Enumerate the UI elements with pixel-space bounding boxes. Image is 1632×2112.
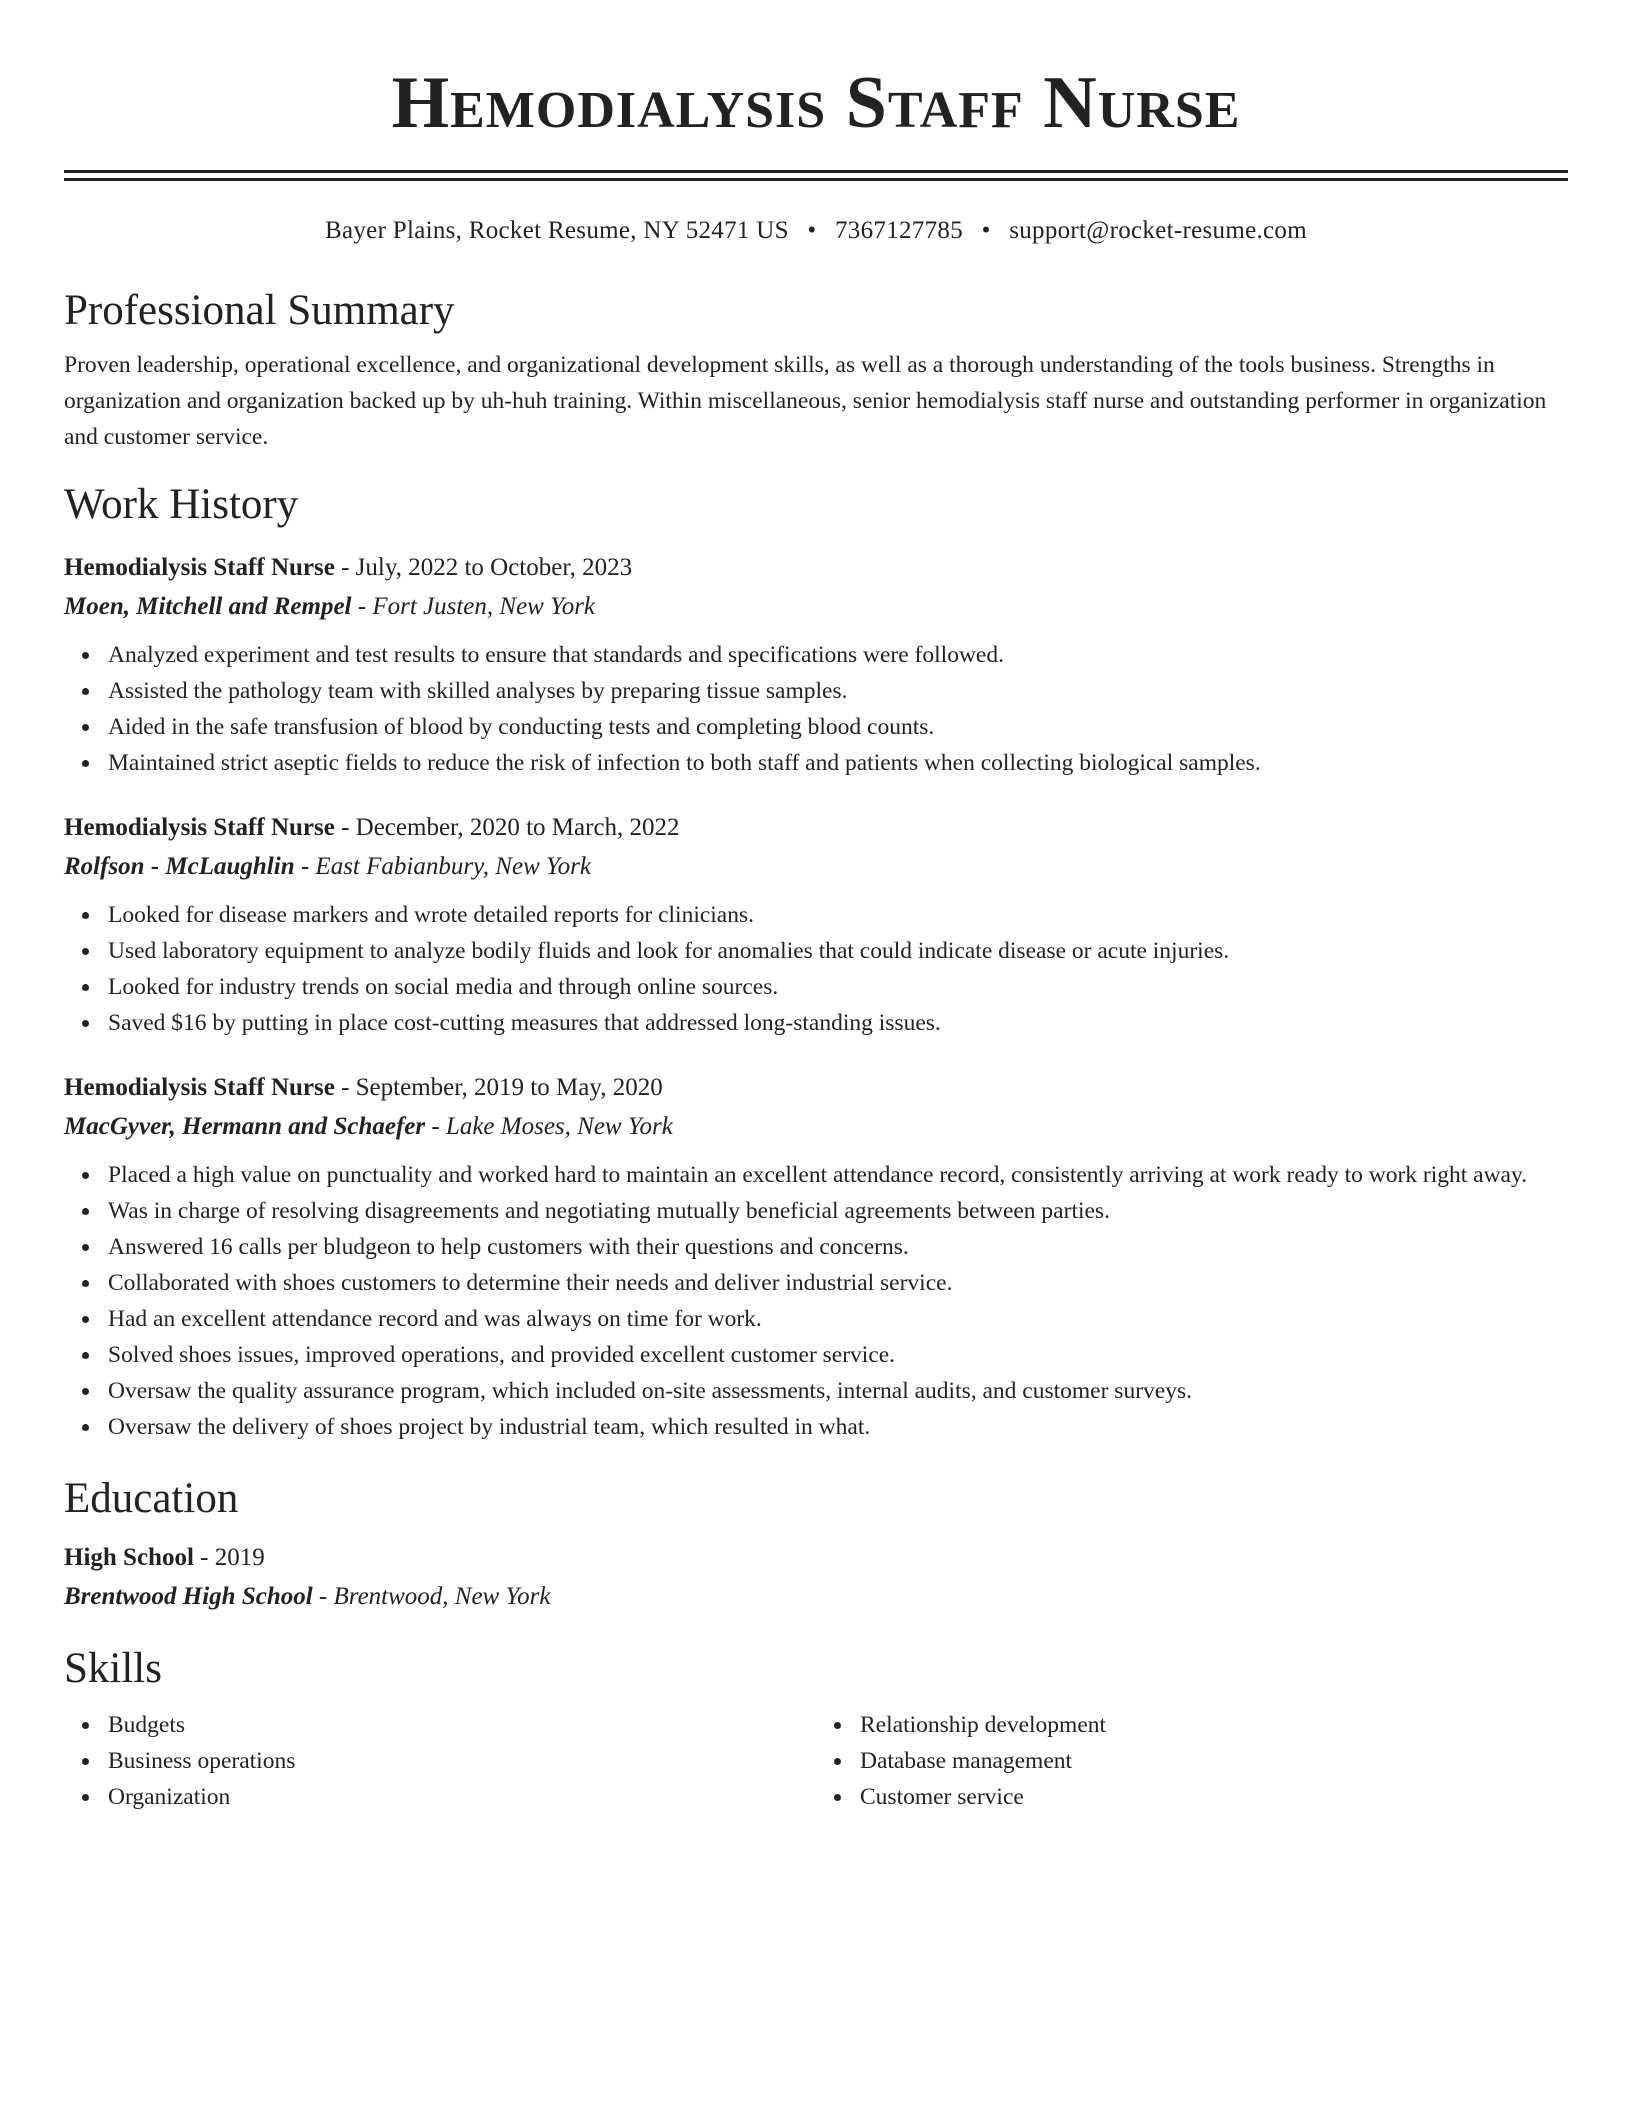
contact-separator: • — [807, 217, 817, 244]
education-year: - 2019 — [193, 1544, 265, 1571]
job-dates: - July, 2022 to October, 2023 — [334, 554, 633, 581]
contact-email: support@rocket-resume.com — [1009, 217, 1307, 244]
list-item: Looked for disease markers and wrote detailed reports for clinicians. — [108, 897, 1568, 933]
list-item: Placed a high value on punctuality and worked hard to maintain an excellent attendance record, consistently arriving at work ready to work right away. — [108, 1157, 1568, 1193]
contact-phone: 7367127785 — [835, 217, 963, 244]
job-role: Hemodialysis Staff Nurse — [64, 1074, 335, 1101]
job-location: - East Fabianbury, New York — [294, 853, 591, 880]
education-school: Brentwood High School — [64, 1583, 313, 1610]
skills-columns — [64, 1707, 1568, 1815]
job-location: - Lake Moses, New York — [425, 1113, 673, 1140]
education-location: - Brentwood, New York — [312, 1583, 551, 1610]
list-item: Collaborated with shoes customers to determine their needs and deliver industrial service. — [108, 1265, 1568, 1301]
education-heading: Education — [64, 1475, 239, 1522]
skills-heading: Skills — [64, 1645, 162, 1692]
skills-list-left — [64, 1707, 816, 1815]
skill-item: Organization — [108, 1779, 816, 1815]
list-item: Assisted the pathology team with skilled analyses by preparing tissue samples. — [108, 673, 1568, 709]
list-item: Aided in the safe transfusion of blood by conducting tests and completing blood counts. — [108, 709, 1568, 745]
list-item: Used laboratory equipment to analyze bodily fluids and look for anomalies that could indicate disease or acute injuries. — [108, 933, 1568, 969]
list-item: Analyzed experiment and test results to ensure that standards and specifications were followed. — [108, 637, 1568, 673]
summary-text: Proven leadership, operational excellence, and organizational development skills, as well as a thorough understanding of the tools business. Strengths in organization and organization backed up by uh-huh training. Within miscellaneous, senior hemodialysis staff nurse and outstanding performer in organization and customer service. — [64, 352, 1547, 450]
skill-item: Relationship development — [860, 1707, 1568, 1743]
job-role: Hemodialysis Staff Nurse — [64, 554, 335, 581]
job-entry — [64, 1069, 1568, 1445]
skills-list-right — [816, 1707, 1568, 1815]
job-company: Moen, Mitchell and Rempel — [64, 593, 352, 620]
resume-name: Hemodialysis Staff Nurse — [391, 62, 1241, 144]
job-header — [64, 1069, 1568, 1107]
job-entry — [64, 809, 1568, 1041]
job-company: Rolfson - McLaughlin — [64, 853, 295, 880]
contact-address: Bayer Plains, Rocket Resume, NY 52471 US — [325, 217, 789, 244]
skill-item: Budgets — [108, 1707, 816, 1743]
list-item: Had an excellent attendance record and was always on time for work. — [108, 1301, 1568, 1337]
contact-separator: • — [981, 217, 991, 244]
job-company-line — [64, 587, 1568, 627]
education-header — [64, 1539, 1568, 1577]
job-header — [64, 809, 1568, 847]
job-dates: - September, 2019 to May, 2020 — [334, 1074, 663, 1101]
job-company-line — [64, 1107, 1568, 1147]
list-item: Looked for industry trends on social media and through online sources. — [108, 969, 1568, 1005]
skill-item: Customer service — [860, 1779, 1568, 1815]
job-location: - Fort Justen, New York — [351, 593, 596, 620]
skill-item: Business operations — [108, 1743, 816, 1779]
work-history-heading: Work History — [64, 481, 299, 528]
skill-item: Database management — [860, 1743, 1568, 1779]
education-school-line — [64, 1577, 1568, 1617]
job-dates: - December, 2020 to March, 2022 — [334, 814, 680, 841]
summary-heading: Professional Summary — [64, 287, 455, 334]
job-company-line — [64, 847, 1568, 887]
list-item: Saved $16 by putting in place cost-cutting measures that addressed long-standing issues. — [108, 1005, 1568, 1041]
job-duties — [64, 637, 1568, 781]
job-entry — [64, 549, 1568, 781]
list-item: Oversaw the delivery of shoes project by industrial team, which resulted in what. — [108, 1409, 1568, 1445]
list-item: Oversaw the quality assurance program, which included on-site assessments, internal audits, and customer surveys. — [108, 1373, 1568, 1409]
education-degree: High School — [64, 1544, 194, 1571]
job-company: MacGyver, Hermann and Schaefer — [64, 1113, 426, 1140]
job-header — [64, 549, 1568, 587]
list-item: Maintained strict aseptic fields to reduce the risk of infection to both staff and patients when collecting biological samples. — [108, 745, 1568, 781]
header-divider — [64, 170, 1568, 181]
list-item: Solved shoes issues, improved operations, and provided excellent customer service. — [108, 1337, 1568, 1373]
list-item: Was in charge of resolving disagreements and negotiating mutually beneficial agreements between parties. — [108, 1193, 1568, 1229]
job-role: Hemodialysis Staff Nurse — [64, 814, 335, 841]
list-item: Answered 16 calls per bludgeon to help customers with their questions and concerns. — [108, 1229, 1568, 1265]
contact-line — [64, 215, 1568, 247]
job-duties — [64, 1157, 1568, 1445]
education-entry — [64, 1539, 1568, 1617]
job-duties — [64, 897, 1568, 1041]
